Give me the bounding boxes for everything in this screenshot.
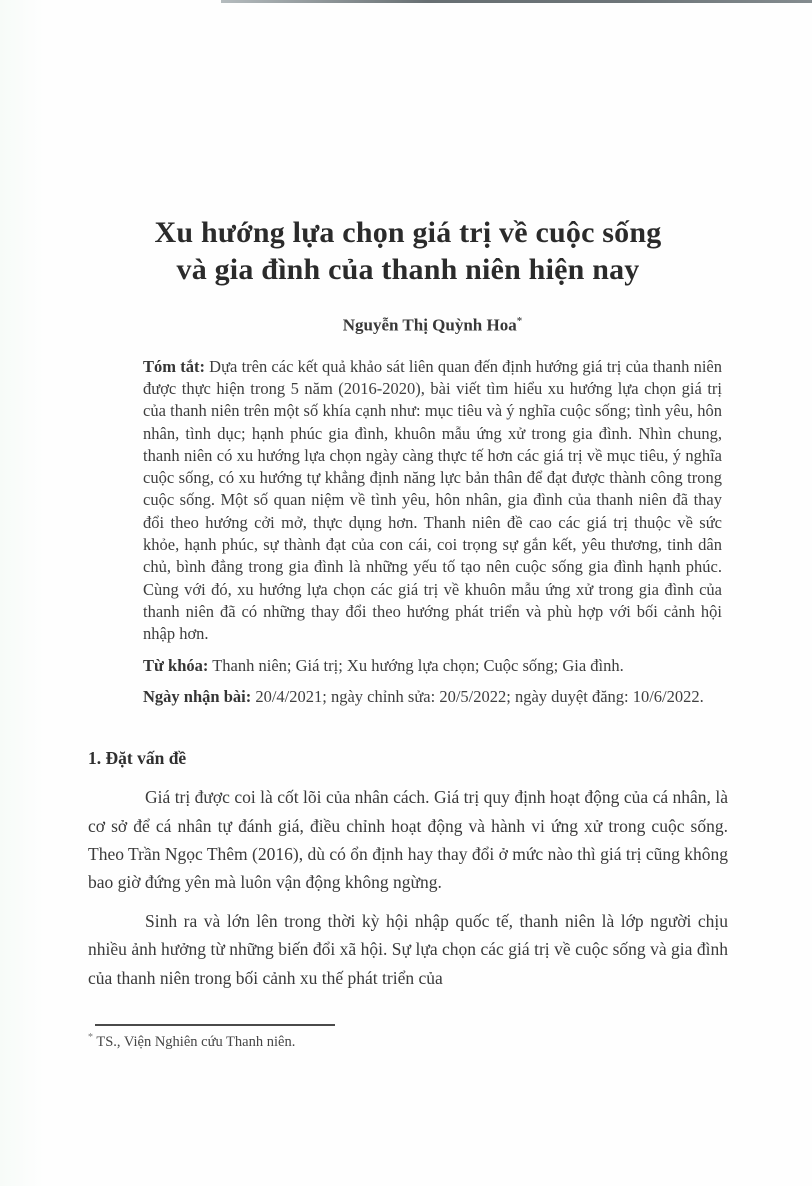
footnote-block (88, 1024, 728, 1051)
abstract-label: Tóm tắt: (143, 356, 205, 376)
author-line (143, 315, 722, 336)
footnote-divider (95, 1024, 335, 1026)
author-name: Nguyễn Thị Quỳnh Hoa (342, 315, 517, 335)
body-paragraph-2: Sinh ra và lớn lên trong thời kỳ hội nhập quốc tế, thanh niên là lớp người chịu nhiều ảnh hưởng từ những biến đổi xã hội. Sự lựa chọn các giá trị về cuộc sống và gia đình của thanh niên trong bối cảnh xu thế phát triển của (88, 910, 728, 988)
keywords-line (143, 655, 722, 677)
abstract-text: Dựa trên các kết quả khảo sát liên quan đến định hướng giá trị của thanh niên được thực hiện trong 5 năm (2016-2020), bài viết tìm hiểu xu hướng lựa chọn giá trị của thanh niên trên một số khía cạnh như: mục tiêu và ý nghĩa cuộc sống; tình yêu, hôn nhân, tình dục; hạnh phúc gia đình, khuôn mẫu ứng xử trong gia đình. Nhìn chung, thanh niên có xu hướng lựa chọn ngày càng thực tế hơn các giá trị về mục tiêu, ý nghĩa cuộc sống, có xu hướng tự khẳng định năng lực bản thân để đạt được thành công trong cuộc sống. Một số quan niệm về tình yêu, hôn nhân, gia đình của thanh niên đã thay đổi theo hướng cởi mở, thực dụng hơn. Thanh niên đề cao các giá trị thuộc về sức khỏe, hạnh phúc, sự thành đạt của con cái, coi trọng sự gắn kết, yêu thương, tinh dân chủ, bình đẳng trong gia đình là những yếu tố tạo nên cuộc sống gia đình hạnh phúc. Cùng với đó, xu hướng lựa chọn các giá trị về khuôn mẫu ứng xử trong gia đình của thanh niên đã có những thay đổi theo hướng phát triển và phù hợp với bối cảnh hội nhập hơn. (143, 356, 722, 644)
article-title-line-1: Xu hướng lựa chọn giá trị về cuộc sống (154, 216, 662, 249)
footnote (88, 1032, 728, 1051)
section-1-heading: 1. Đặt vấn đề (88, 748, 187, 769)
front-matter (143, 356, 722, 708)
footnote-marker: * (88, 1032, 93, 1043)
author-footnote-marker: * (516, 315, 523, 327)
keywords-text: Thanh niên; Giá trị; Xu hướng lựa chọn; Cuộc sống; Gia đình. (208, 655, 624, 675)
abstract-paragraph (143, 356, 722, 646)
keywords-label: Từ khóa: (143, 655, 209, 675)
body-paragraph-1: Giá trị được coi là cốt lõi của nhân cách. Giá trị quy định hoạt động của cá nhân, là cơ sở để cá nhân tự đánh giá, điều chỉnh hoạt động và hành vi ứng xử trong cuộc sống. Theo Trần Ngọc Thêm (2016), dù có ổn định hay thay đổi ở mức nào thì giá trị cũng không bao giờ đứng yên mà luôn vận động không ngừng. (88, 787, 728, 893)
article-title-line-2: và gia đình của thanh niên hiện nay (176, 253, 640, 286)
dates-label: Ngày nhận bài: (143, 686, 252, 706)
dates-text: 20/4/2021; ngày chỉnh sửa: 20/5/2022; ngày duyệt đăng: 10/6/2022. (251, 686, 704, 706)
article-title (88, 214, 728, 288)
dates-line (143, 686, 722, 708)
footnote-text: TS., Viện Nghiên cứu Thanh niên. (93, 1033, 296, 1050)
scan-artifact-top-edge (221, 0, 812, 3)
